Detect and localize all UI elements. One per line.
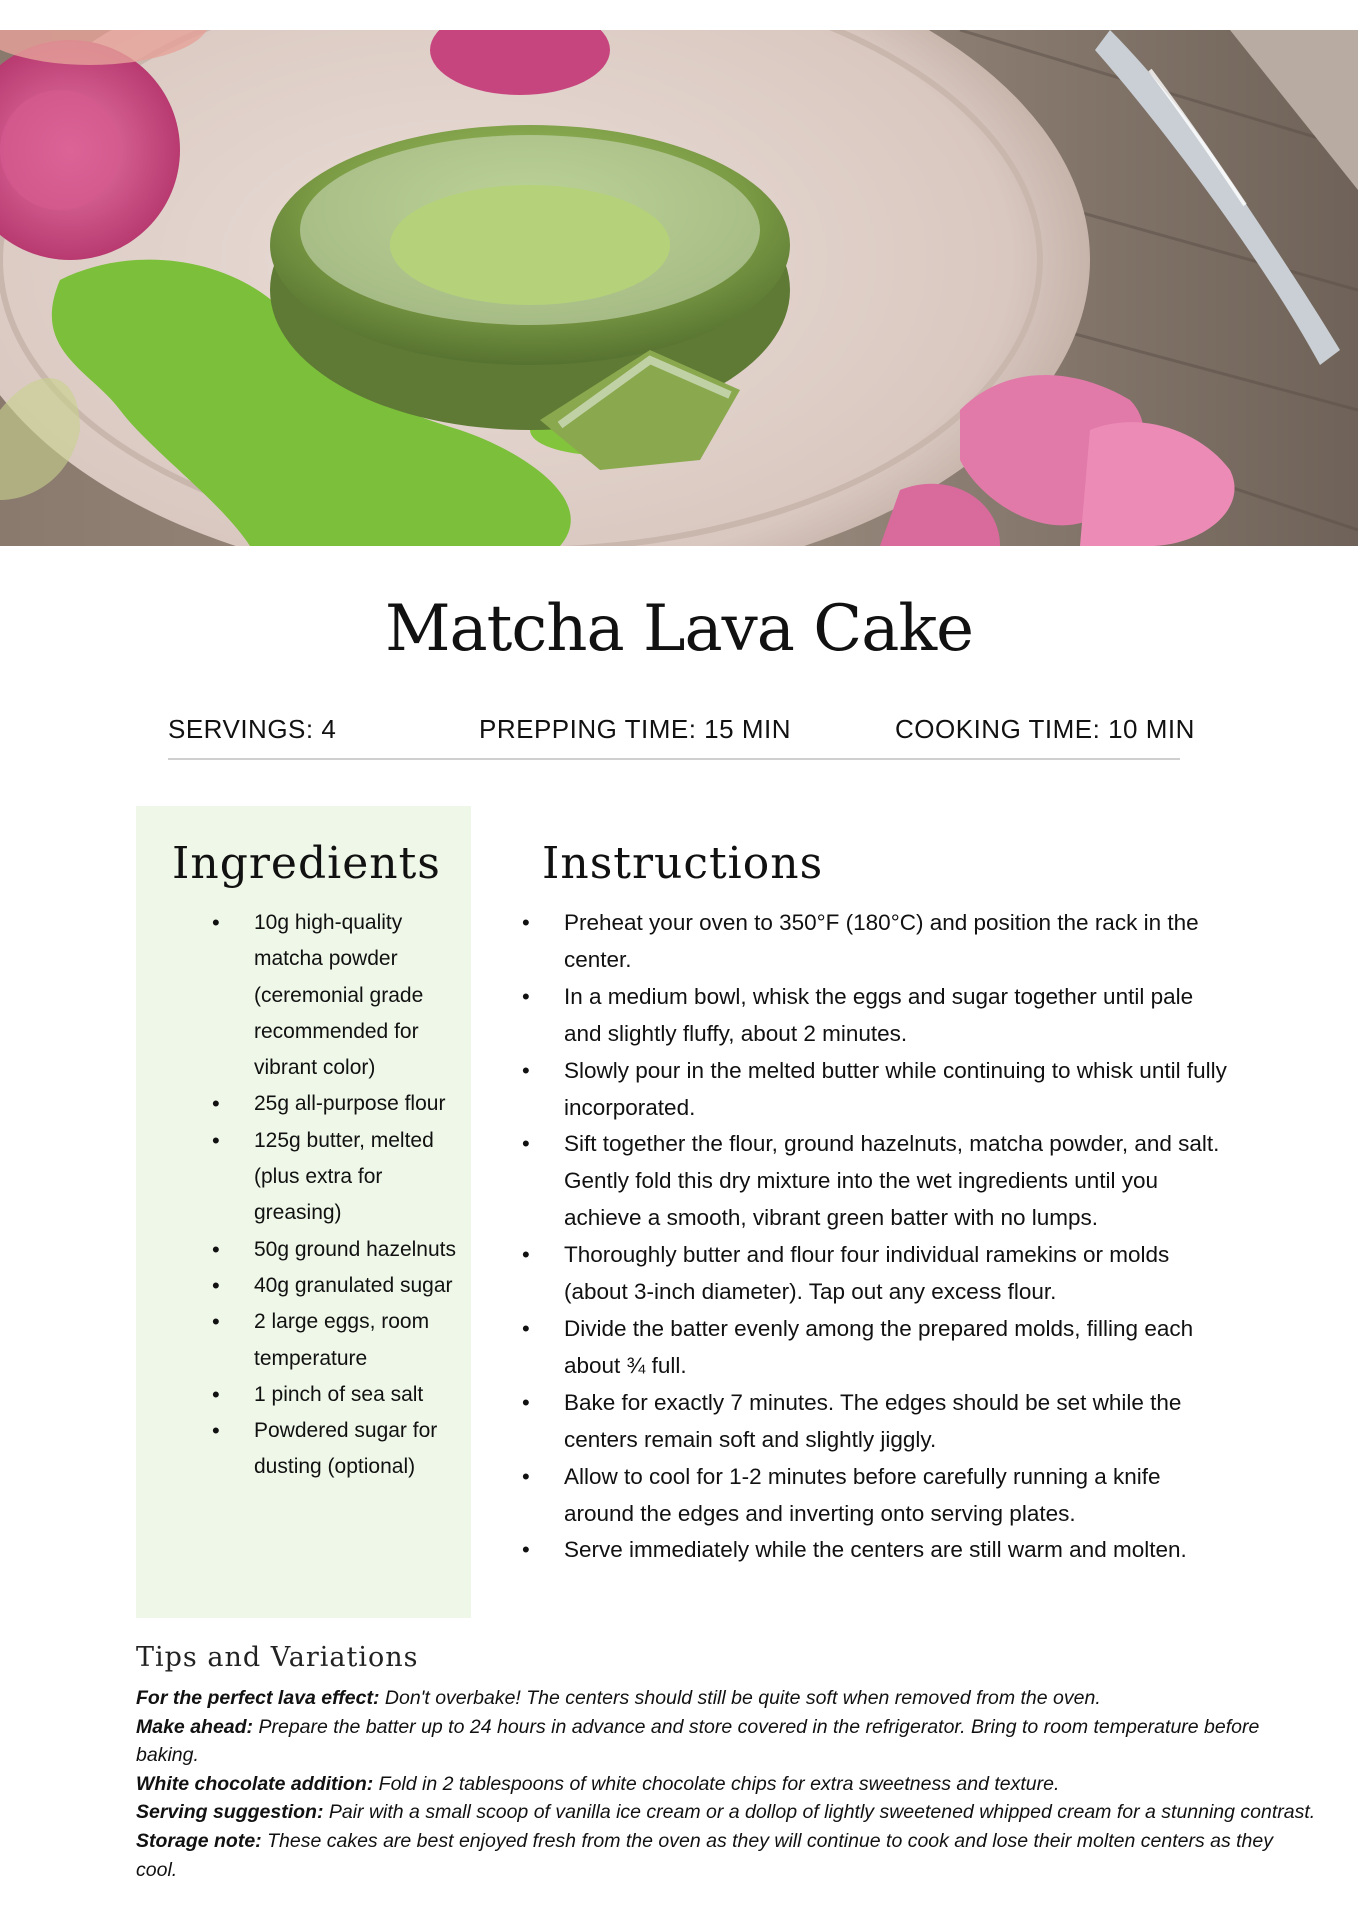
instructions-heading: Instructions xyxy=(542,838,824,889)
instruction-step: • Divide the batter evenly among the prepared molds, filling each about ¾ full. xyxy=(512,1311,1232,1385)
instruction-step: • Serve immediately while the centers are still warm and molten. xyxy=(512,1532,1232,1569)
ingredient-item: • 2 large eggs, room temperature xyxy=(172,1304,462,1377)
instruction-step: • In a medium bowl, whisk the eggs and sugar together until pale and slightly fluffy, about 2 minutes. xyxy=(512,979,1232,1053)
instruction-step: • Thoroughly butter and flour four individual ramekins or molds (about 3-inch diameter). Tap out any excess flour. xyxy=(512,1237,1232,1311)
tip-text: Fold in 2 tablespoons of white chocolate chips for extra sweetness and texture. xyxy=(373,1772,1060,1795)
ingredient-item: • 25g all-purpose flour xyxy=(172,1086,462,1122)
tip-text: Prepare the batter up to 24 hours in advance and store covered in the refrigerator. Bring to room temperature before baking. xyxy=(136,1715,1260,1767)
servings-label: SERVINGS: 4 xyxy=(168,714,337,744)
tip-item xyxy=(136,1713,1316,1770)
hero-photo-illustration xyxy=(0,30,1358,546)
instruction-step: • Preheat your oven to 350°F (180°C) and position the rack in the center. xyxy=(512,905,1232,979)
instruction-step: • Allow to cool for 1-2 minutes before carefully running a knife around the edges and inverting onto serving plates. xyxy=(512,1459,1232,1533)
ingredient-item: • 10g high-quality matcha powder (ceremonial grade recommended for vibrant color) xyxy=(172,905,462,1086)
instruction-step: • Slowly pour in the melted butter while continuing to whisk until fully incorporated. xyxy=(512,1053,1232,1127)
tip-item xyxy=(136,1684,1316,1713)
meta-divider xyxy=(168,758,1180,760)
tip-label: Serving suggestion: xyxy=(136,1801,324,1824)
ingredient-item: • 125g butter, melted (plus extra for greasing) xyxy=(172,1123,462,1232)
tip-label: Make ahead: xyxy=(136,1715,254,1738)
tips-list xyxy=(136,1684,1316,1884)
ingredient-item: • 50g ground hazelnuts xyxy=(172,1232,462,1268)
ingredient-item: • 40g granulated sugar xyxy=(172,1268,462,1304)
tip-text: Pair with a small scoop of vanilla ice cream or a dollop of lightly sweetened whipped cream for a stunning contrast. xyxy=(323,1801,1316,1824)
tip-label: For the perfect lava effect: xyxy=(136,1687,380,1709)
hero-photo xyxy=(0,30,1358,546)
instructions-list xyxy=(512,905,1232,1569)
tip-text: Don't overbake! The centers should still be quite soft when removed from the oven. xyxy=(379,1687,1101,1709)
tip-label: Storage note: xyxy=(136,1829,262,1852)
ingredients-heading: Ingredients xyxy=(172,838,441,889)
tip-label: White chocolate addition: xyxy=(136,1772,374,1795)
tips-heading: Tips and Variations xyxy=(136,1642,419,1673)
instruction-step: • Sift together the flour, ground hazelnuts, matcha powder, and salt. Gently fold this dry mixture into the wet ingredients until you achieve a smooth, vibrant green batter with no lumps. xyxy=(512,1126,1232,1237)
ingredient-item: • Powdered sugar for dusting (optional) xyxy=(172,1413,462,1486)
tip-item xyxy=(136,1827,1316,1884)
cook-time-label: COOKING TIME: 10 MIN xyxy=(895,714,1195,744)
ingredients-list xyxy=(172,905,462,1486)
prep-time-label: PREPPING TIME: 15 MIN xyxy=(479,714,791,744)
page-title: Matcha Lava Cake xyxy=(384,592,974,666)
tip-item xyxy=(136,1770,1316,1799)
instruction-step: • Bake for exactly 7 minutes. The edges should be set while the centers remain soft and slightly jiggly. xyxy=(512,1385,1232,1459)
tip-item xyxy=(136,1798,1316,1827)
ingredient-item: • 1 pinch of sea salt xyxy=(172,1377,462,1413)
tip-text: These cakes are best enjoyed fresh from the oven as they will continue to cook and lose their molten centers as they cool. xyxy=(136,1829,1273,1881)
